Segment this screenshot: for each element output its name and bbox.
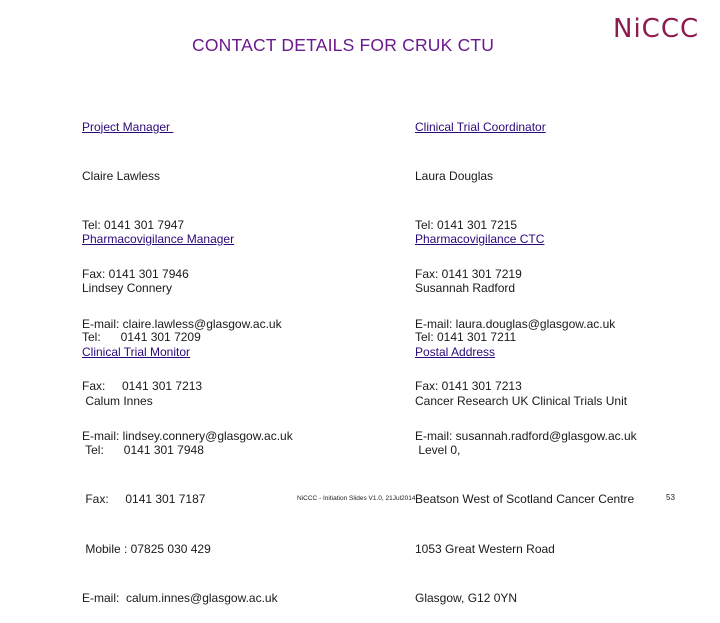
- address-heading: Postal Address: [415, 344, 496, 359]
- contact-heading: Project Manager: [82, 119, 174, 134]
- contact-fax: Fax: 0141 301 7213: [82, 379, 203, 394]
- address-line: 1053 Great Western Road: [415, 541, 555, 556]
- address-line: Beatson West of Scotland Cancer Centre: [415, 492, 635, 507]
- page-number: 53: [666, 493, 675, 502]
- contact-name: Susannah Radford: [415, 281, 516, 296]
- contact-fax: Fax: 0141 301 7213: [415, 379, 522, 394]
- contact-fax: Fax: 0141 301 7219: [415, 267, 522, 282]
- contact-heading: Clinical Trial Coordinator: [415, 119, 546, 134]
- page-title: CONTACT DETAILS FOR CRUK CTU: [192, 35, 495, 55]
- clinical-trial-monitor-contact: [82, 311, 278, 623]
- contact-heading: Clinical Trial Monitor: [82, 344, 191, 359]
- contact-tel: Tel: 0141 301 7211: [415, 330, 517, 345]
- contact-email: E-mail: laura.douglas@glasgow.ac.uk: [415, 316, 616, 331]
- postal-address: [415, 311, 634, 623]
- contact-mobile: Mobile : 07825 030 429: [82, 541, 211, 556]
- address-line: Glasgow, G12 0YN: [415, 590, 518, 605]
- address-line: Cancer Research UK Clinical Trials Unit: [415, 394, 628, 409]
- footer-text: NiCCC - Initiation Slides V1.0, 21Jul2014: [297, 495, 416, 502]
- contact-email: E-mail: susannah.radford@glasgow.ac.uk: [415, 428, 637, 443]
- contact-tel: Tel: 0141 301 7215: [415, 218, 518, 233]
- contact-name: Claire Lawless: [82, 169, 161, 184]
- contact-email: E-mail: calum.innes@glasgow.ac.uk: [82, 590, 278, 605]
- contact-heading: Pharmacovigilance CTC: [415, 231, 545, 246]
- contact-tel: Tel: 0141 301 7209: [82, 330, 201, 345]
- contact-tel: Tel: 0141 301 7947: [82, 218, 185, 233]
- contact-name: Lindsey Connery: [82, 281, 173, 296]
- contact-tel: Tel: 0141 301 7948: [82, 443, 204, 458]
- contact-name: Calum Innes: [82, 394, 153, 409]
- contact-email: E-mail: claire.lawless@glasgow.ac.uk: [82, 316, 282, 331]
- contact-name: Laura Douglas: [415, 169, 494, 184]
- contact-fax: Fax: 0141 301 7187: [82, 492, 206, 507]
- contact-email: E-mail: lindsey.connery@glasgow.ac.uk: [82, 428, 293, 443]
- niccc-logo: NiCCC: [613, 14, 700, 44]
- address-line: Level 0,: [415, 443, 461, 458]
- contact-fax: Fax: 0141 301 7946: [82, 267, 189, 282]
- contact-heading: Pharmacovigilance Manager: [82, 231, 235, 246]
